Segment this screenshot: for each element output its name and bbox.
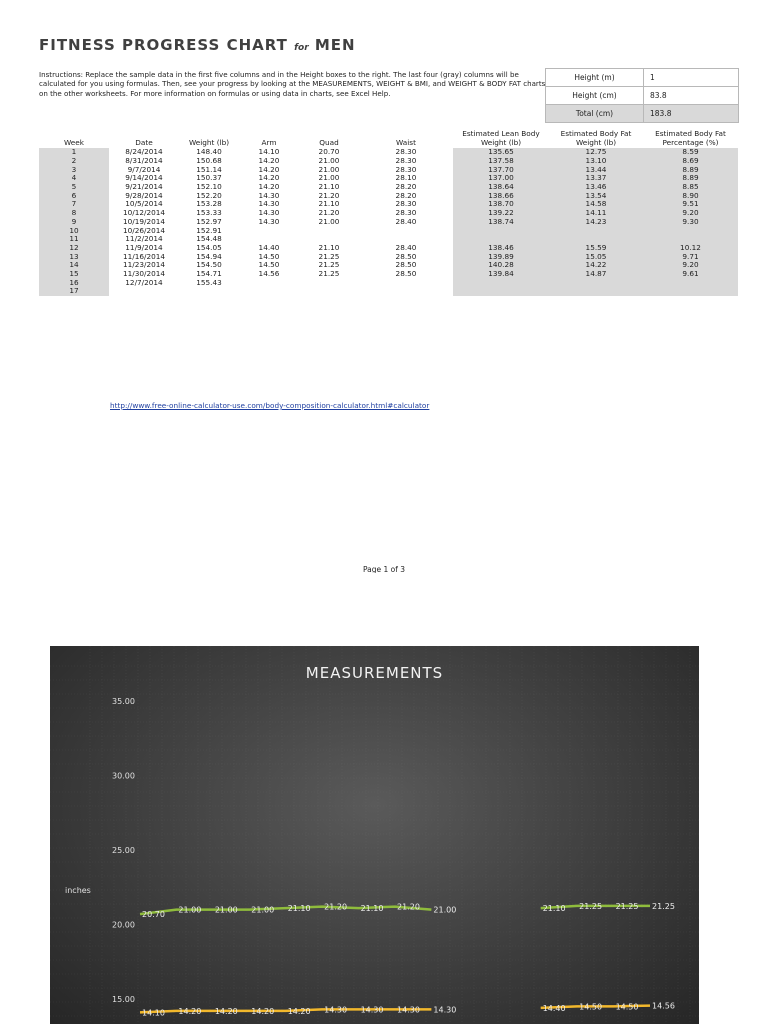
cell-date[interactable]: 9/21/2014: [125, 182, 163, 191]
cell-fat-weight: [549, 287, 643, 296]
quad-data-label: 21.10: [542, 904, 566, 914]
cell-waist[interactable]: 28.40: [395, 216, 417, 226]
cell-arm[interactable]: 14.56: [258, 269, 280, 279]
cell-lean-weight: [453, 279, 549, 288]
cell-fat-percent: 8.89: [643, 166, 738, 175]
cell-quad[interactable]: 21.10: [318, 242, 340, 252]
quad-data-label: 20.70: [142, 910, 165, 920]
cell-waist[interactable]: [359, 227, 453, 236]
arm-data-label: 14.20: [251, 1006, 275, 1016]
cell-waist[interactable]: [359, 279, 453, 288]
cell-fat-percent: 9.20: [643, 261, 738, 270]
cell-arm[interactable]: 14.30: [258, 208, 280, 218]
cell-date[interactable]: [109, 287, 179, 296]
cell-arm[interactable]: 14.40: [258, 242, 280, 252]
cell-lean-weight: 137.00: [453, 174, 549, 183]
series-quad: [140, 902, 675, 919]
cell-fat-percent: [643, 227, 738, 236]
cell-week: 15: [39, 270, 109, 279]
chart-title: MEASUREMENTS: [305, 664, 444, 682]
cell-quad[interactable]: 21.10: [318, 182, 340, 191]
cell-weight[interactable]: 151.14: [196, 164, 222, 174]
cell-quad[interactable]: 21.25: [318, 251, 340, 261]
column-header-fat-percent: Estimated Body Fat Percentage (%): [655, 129, 726, 147]
cell-waist[interactable]: 28.10: [395, 173, 417, 183]
cell-waist[interactable]: 28.50: [395, 269, 417, 279]
cell-arm[interactable]: [239, 227, 299, 236]
column-header-weight: Weight (lb): [188, 137, 230, 147]
height-cm-value[interactable]: 83.8: [644, 87, 739, 105]
cell-date[interactable]: 10/5/2014: [125, 199, 163, 209]
cell-fat-weight: [549, 227, 643, 236]
cell-date[interactable]: 11/30/2014: [122, 269, 166, 279]
cell-quad[interactable]: 21.10: [318, 199, 340, 209]
cell-lean-weight: 137.58: [453, 157, 549, 166]
cell-arm[interactable]: 14.50: [258, 260, 280, 270]
instructions-text: Instructions: Replace the sample data in the first five columns and in the Height boxes to the right. The last four (gray) columns will be calculated for you using formulas. Then, see your progress by looking at the MEASUREMENTS, WEIGHT & BMI, and WEIGHT & BODY FAT charts on the other worksheets. For more information on formulas or using data in charts, see Excel Help.: [39, 70, 546, 98]
cell-arm[interactable]: 14.50: [258, 251, 280, 261]
title-main: FITNESS PROGRESS CHART: [39, 36, 288, 54]
cell-arm[interactable]: 14.20: [258, 164, 280, 174]
column-header-week: Week: [64, 137, 84, 147]
cell-week: 8: [39, 209, 109, 218]
cell-lean-weight: 139.89: [453, 253, 549, 262]
quad-data-label: 21.00: [214, 905, 238, 915]
cell-quad[interactable]: 21.00: [318, 155, 340, 165]
cell-quad[interactable]: [299, 227, 359, 236]
cell-fat-percent: [643, 287, 738, 296]
quad-data-label: 21.20: [397, 902, 420, 912]
cell-week: 3: [39, 166, 109, 175]
cell-waist[interactable]: 28.30: [395, 199, 417, 209]
cell-waist[interactable]: 28.50: [395, 260, 417, 270]
cell-fat-percent: 10.12: [643, 244, 738, 253]
cell-quad[interactable]: 21.00: [318, 216, 340, 226]
arm-data-label: 14.10: [142, 1008, 165, 1018]
cell-date[interactable]: 11/2/2014: [125, 234, 163, 244]
cell-arm[interactable]: 14.20: [258, 155, 280, 165]
cell-week: 4: [39, 174, 109, 183]
cell-lean-weight: 138.46: [453, 244, 549, 253]
y-tick-label: 15.00: [112, 995, 135, 1004]
cell-waist[interactable]: 28.30: [395, 208, 417, 218]
y-tick-label: 35.00: [112, 697, 135, 706]
cell-fat-percent: 9.30: [643, 218, 738, 227]
cell-date[interactable]: 11/23/2014: [122, 260, 166, 270]
arm-data-label: 14.56: [652, 1001, 675, 1011]
quad-data-label: 21.10: [287, 904, 311, 914]
cell-date[interactable]: 11/9/2014: [125, 242, 163, 252]
column-header-waist: Waist: [396, 137, 416, 147]
cell-weight[interactable]: 153.33: [196, 208, 222, 218]
cell-fat-weight: 14.58: [549, 200, 643, 209]
cell-week: 9: [39, 218, 109, 227]
cell-arm[interactable]: 14.20: [258, 182, 280, 191]
cell-arm[interactable]: 14.20: [258, 173, 280, 183]
cell-week: 17: [39, 287, 109, 296]
arm-data-label: 14.20: [287, 1006, 311, 1016]
arm-data-label: 14.20: [214, 1006, 238, 1016]
table-row: [39, 287, 738, 296]
cell-fat-weight: 14.23: [549, 218, 643, 227]
arm-data-label: 14.30: [397, 1005, 420, 1015]
height-m-value[interactable]: 1: [644, 69, 739, 87]
arm-data-label: 14.40: [542, 1003, 566, 1013]
cell-fat-weight: 15.59: [549, 244, 643, 253]
chart-gridlines: [50, 646, 699, 1024]
cell-fat-weight: 14.87: [549, 270, 643, 279]
cell-lean-weight: [453, 287, 549, 296]
height-box: [545, 68, 739, 123]
cell-lean-weight: 138.70: [453, 200, 549, 209]
cell-quad[interactable]: 21.25: [318, 269, 340, 279]
total-cm-label: Total (cm): [546, 105, 644, 123]
quad-data-label: 21.00: [251, 905, 275, 915]
height-m-label: Height (m): [546, 69, 644, 87]
cell-fat-weight: 13.37: [549, 174, 643, 183]
cell-arm[interactable]: 14.10: [258, 147, 280, 157]
cell-fat-weight: 14.11: [549, 209, 643, 218]
cell-date[interactable]: 10/12/2014: [122, 208, 166, 218]
cell-weight[interactable]: 153.28: [196, 199, 222, 209]
cell-lean-weight: 139.22: [453, 209, 549, 218]
cell-fat-percent: 9.71: [643, 253, 738, 262]
page-title: [39, 36, 356, 54]
cell-weight[interactable]: 150.37: [196, 173, 222, 183]
cell-arm[interactable]: [239, 279, 299, 288]
cell-weight[interactable]: 154.05: [196, 242, 222, 252]
calculator-link[interactable]: http://www.free-online-calculator-use.com/body-composition-calculator.html#calculator: [110, 401, 430, 410]
cell-weight[interactable]: 154.94: [196, 251, 222, 261]
quad-data-label: 21.00: [433, 905, 457, 915]
cell-fat-percent: 8.59: [643, 148, 738, 157]
cell-quad[interactable]: [299, 287, 359, 296]
cell-fat-weight: 13.46: [549, 183, 643, 192]
cell-date[interactable]: 8/31/2014: [125, 155, 163, 165]
cell-fat-weight: 13.44: [549, 166, 643, 175]
cell-date[interactable]: 10/19/2014: [122, 216, 166, 226]
cell-quad[interactable]: 21.00: [318, 173, 340, 183]
quad-data-label: 21.10: [360, 904, 384, 914]
cell-weight[interactable]: 154.50: [196, 260, 222, 270]
cell-waist[interactable]: 28.20: [395, 182, 417, 191]
cell-fat-percent: 8.90: [643, 192, 738, 201]
cell-week: 7: [39, 200, 109, 209]
quad-data-label: 21.25: [652, 901, 675, 911]
cell-week: 10: [39, 227, 109, 236]
table-row: [39, 279, 738, 288]
cell-week: 14: [39, 261, 109, 270]
cell-weight[interactable]: 155.43: [196, 277, 222, 287]
cell-lean-weight: [453, 227, 549, 236]
cell-fat-weight: 13.10: [549, 157, 643, 166]
cell-quad[interactable]: 21.25: [318, 260, 340, 270]
cell-weight[interactable]: 152.91: [196, 225, 222, 235]
cell-date[interactable]: 11/16/2014: [122, 251, 166, 261]
cell-lean-weight: 139.84: [453, 270, 549, 279]
cell-fat-percent: 8.89: [643, 174, 738, 183]
cell-date[interactable]: 9/7/2014: [127, 164, 161, 174]
cell-waist[interactable]: 28.40: [395, 242, 417, 252]
cell-week: 11: [39, 235, 109, 244]
cell-waist[interactable]: 28.20: [395, 190, 417, 200]
series-arm: [140, 1002, 675, 1018]
progress-table: [39, 130, 738, 296]
column-header-lean-weight: Estimated Lean Body Weight (lb): [462, 129, 540, 147]
table-body: [39, 148, 738, 296]
cell-arm[interactable]: 14.30: [258, 216, 280, 226]
page-number: Page 1 of 3: [362, 565, 406, 573]
quad-data-label: 21.00: [178, 905, 202, 915]
cell-date[interactable]: 8/24/2014: [125, 147, 163, 157]
arm-data-label: 14.30: [433, 1005, 457, 1015]
cell-lean-weight: 137.70: [453, 166, 549, 175]
cell-week: 12: [39, 244, 109, 253]
cell-lean-weight: 138.64: [453, 183, 549, 192]
cell-date[interactable]: 9/14/2014: [125, 173, 163, 183]
cell-weight[interactable]: [179, 287, 239, 296]
cell-weight[interactable]: 152.97: [196, 216, 222, 226]
cell-arm[interactable]: 14.30: [258, 190, 280, 200]
title-for: for: [294, 43, 309, 53]
cell-fat-percent: 8.69: [643, 157, 738, 166]
height-cm-row: [546, 87, 739, 105]
cell-lean-weight: 138.66: [453, 192, 549, 201]
arm-data-label: 14.50: [579, 1002, 603, 1012]
height-m-row: [546, 69, 739, 87]
cell-fat-percent: 9.20: [643, 209, 738, 218]
column-header-quad: Quad: [319, 137, 339, 147]
y-tick-label: 25.00: [112, 846, 135, 855]
cell-week: 2: [39, 157, 109, 166]
measurements-chart-svg: [50, 646, 699, 1024]
title-men: MEN: [314, 36, 356, 54]
cell-fat-percent: [643, 279, 738, 288]
cell-quad[interactable]: [299, 279, 359, 288]
cell-date[interactable]: 10/26/2014: [122, 225, 166, 235]
measurements-chart: [50, 646, 699, 1024]
cell-waist[interactable]: 28.30: [395, 164, 417, 174]
cell-week: 13: [39, 253, 109, 262]
cell-fat-percent: 9.51: [643, 200, 738, 209]
cell-week: 16: [39, 279, 109, 288]
cell-waist[interactable]: 28.50: [395, 251, 417, 261]
y-tick-label: 20.00: [112, 920, 135, 930]
table-header-row: [39, 130, 738, 148]
cell-fat-percent: 9.61: [643, 270, 738, 279]
cell-week: 1: [39, 148, 109, 157]
cell-weight[interactable]: 152.20: [196, 190, 222, 200]
cell-fat-weight: 12.75: [549, 148, 643, 157]
arm-data-label: 14.20: [178, 1006, 202, 1016]
column-header-fat-weight: Estimated Body Fat Weight (lb): [560, 129, 632, 147]
cell-weight[interactable]: 154.48: [196, 234, 222, 244]
quad-data-label: 21.20: [324, 902, 348, 912]
cell-fat-weight: [549, 279, 643, 288]
cell-fat-weight: 15.05: [549, 253, 643, 262]
cell-date[interactable]: 12/7/2014: [125, 277, 163, 287]
height-cm-label: Height (cm): [546, 87, 644, 105]
cell-week: 5: [39, 183, 109, 192]
cell-fat-weight: 14.22: [549, 261, 643, 270]
total-cm-row: [546, 105, 739, 123]
cell-weight[interactable]: 152.10: [196, 182, 222, 191]
total-cm-value: 183.8: [644, 105, 739, 123]
arm-data-label: 14.30: [324, 1005, 348, 1015]
cell-arm[interactable]: 14.30: [258, 199, 280, 209]
y-axis-label: inches: [65, 886, 91, 895]
arm-data-label: 14.50: [615, 1002, 639, 1012]
cell-quad[interactable]: 21.20: [318, 190, 340, 200]
cell-fat-weight: 13.54: [549, 192, 643, 201]
cell-fat-percent: 8.85: [643, 183, 738, 192]
cell-weight[interactable]: 150.68: [196, 155, 222, 165]
cell-quad[interactable]: 21.00: [318, 164, 340, 174]
cell-waist[interactable]: [359, 287, 453, 296]
cell-waist[interactable]: 28.30: [395, 155, 417, 165]
quad-data-label: 21.25: [579, 901, 603, 911]
cell-waist[interactable]: 28.30: [395, 147, 417, 157]
column-header-date: Date: [135, 137, 153, 147]
cell-arm[interactable]: [239, 287, 299, 296]
y-tick-label: 30.00: [112, 771, 135, 781]
cell-weight[interactable]: 154.71: [196, 269, 222, 279]
cell-weight[interactable]: 148.40: [196, 147, 222, 157]
cell-quad[interactable]: 20.70: [318, 147, 340, 157]
cell-date[interactable]: 9/28/2014: [125, 190, 163, 200]
cell-lean-weight: 138.74: [453, 218, 549, 227]
arm-data-label: 14.30: [360, 1005, 384, 1015]
quad-data-label: 21.25: [615, 901, 639, 911]
cell-week: 6: [39, 192, 109, 201]
cell-lean-weight: 135.65: [453, 148, 549, 157]
cell-quad[interactable]: 21.20: [318, 208, 340, 218]
column-header-arm: Arm: [261, 137, 277, 147]
cell-lean-weight: 140.28: [453, 261, 549, 270]
